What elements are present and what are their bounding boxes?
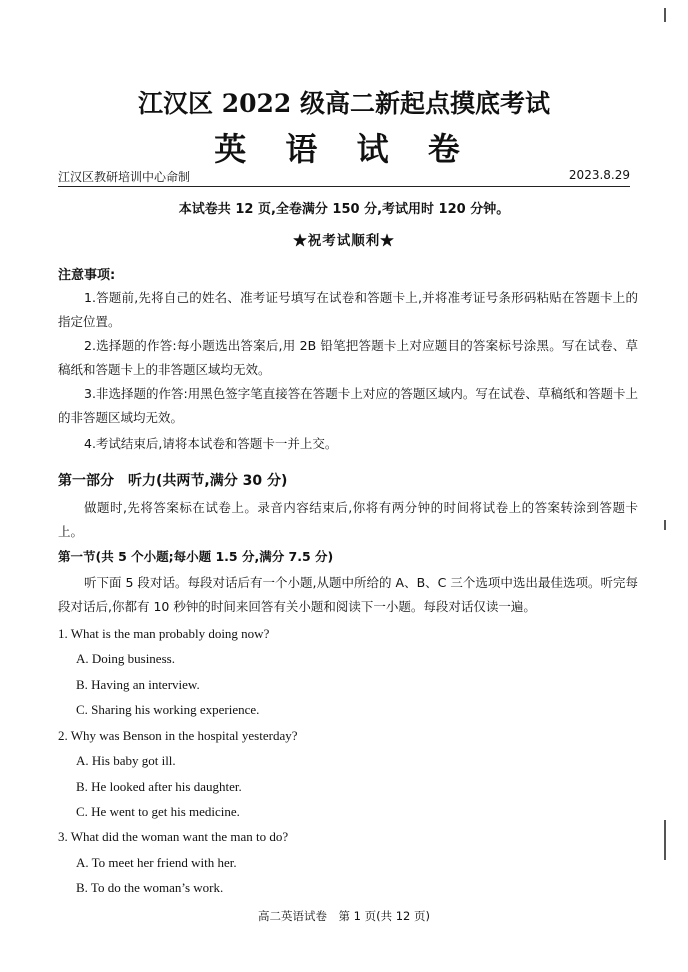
- notice-item: 4.考试结束后,请将本试卷和答题卡一并上交。: [84, 436, 338, 451]
- scan-edge-mark: [664, 8, 666, 22]
- good-luck-banner: ★祝考试顺利★: [293, 233, 395, 249]
- answer-option: B. He looked after his daughter.: [76, 779, 242, 794]
- exam-info: 本试卷共 12 页,全卷满分 150 分,考试用时 120 分钟。: [178, 202, 510, 217]
- answer-option: A. Doing business.: [76, 651, 175, 666]
- answer-option: A. To meet her friend with her.: [76, 855, 237, 870]
- notice-item: 1.答题前,先将自己的姓名、准考证号填写在试卷和答题卡上,并将准考证号条形码粘贴在答题卡上的指定位置。: [58, 290, 638, 329]
- answer-option: C. He went to get his medicine.: [76, 804, 240, 819]
- section1-heading: 第一节(共 5 个小题;每小题 1.5 分,满分 7.5 分): [58, 549, 334, 564]
- subject-title: 英 语 试 卷: [214, 130, 474, 168]
- question-stem: 2. Why was Benson in the hospital yesterday?: [58, 728, 298, 743]
- section1-intro: 听下面 5 段对话。每段对话后有一个小题,从题中所给的 A、B、C 三个选项中选出最佳选项。听完每段对话后,你都有 10 秒钟的时间来回答有关小题和阅读下一小题。每段对话仅读一遍。: [58, 575, 638, 614]
- header-divider: [58, 186, 630, 187]
- question-stem: 1. What is the man probably doing now?: [58, 626, 270, 641]
- answer-option: B. To do the woman’s work.: [76, 880, 224, 895]
- notice-item: 2.选择题的作答:每小题选出答案后,用 2B 铅笔把答题卡上对应题目的答案标号涂黑。写在试卷、草稿纸和答题卡上的非答题区域均无效。: [58, 338, 638, 377]
- part1-heading: 第一部分 听力(共两节,满分 30 分): [58, 473, 288, 489]
- answer-option: B. Having an interview.: [76, 677, 200, 692]
- exam-title: 江汉区 2022 级高二新起点摸底考试: [138, 89, 550, 118]
- exam-date: 2023.8.29: [568, 168, 630, 182]
- part1-intro: 做题时,先将答案标在试卷上。录音内容结束后,你将有两分钟的时间将试卷上的答案转涂到答题卡上。: [58, 500, 638, 539]
- scan-edge-mark: [664, 820, 666, 860]
- notice-heading: 注意事项:: [58, 268, 116, 283]
- issuer-label: 江汉区教研培训中心命制: [58, 170, 191, 184]
- scan-edge-mark: [664, 520, 666, 530]
- notice-item: 3.非选择题的作答:用黑色签字笔直接答在答题卡上对应的答题区域内。写在试卷、草稿纸和答题卡上的非答题区域均无效。: [58, 386, 638, 425]
- answer-option: A. His baby got ill.: [76, 753, 176, 768]
- page-footer: 高二英语试卷 第 1 页(共 12 页): [257, 909, 431, 923]
- answer-option: C. Sharing his working experience.: [76, 702, 260, 717]
- question-stem: 3. What did the woman want the man to do?: [58, 829, 289, 844]
